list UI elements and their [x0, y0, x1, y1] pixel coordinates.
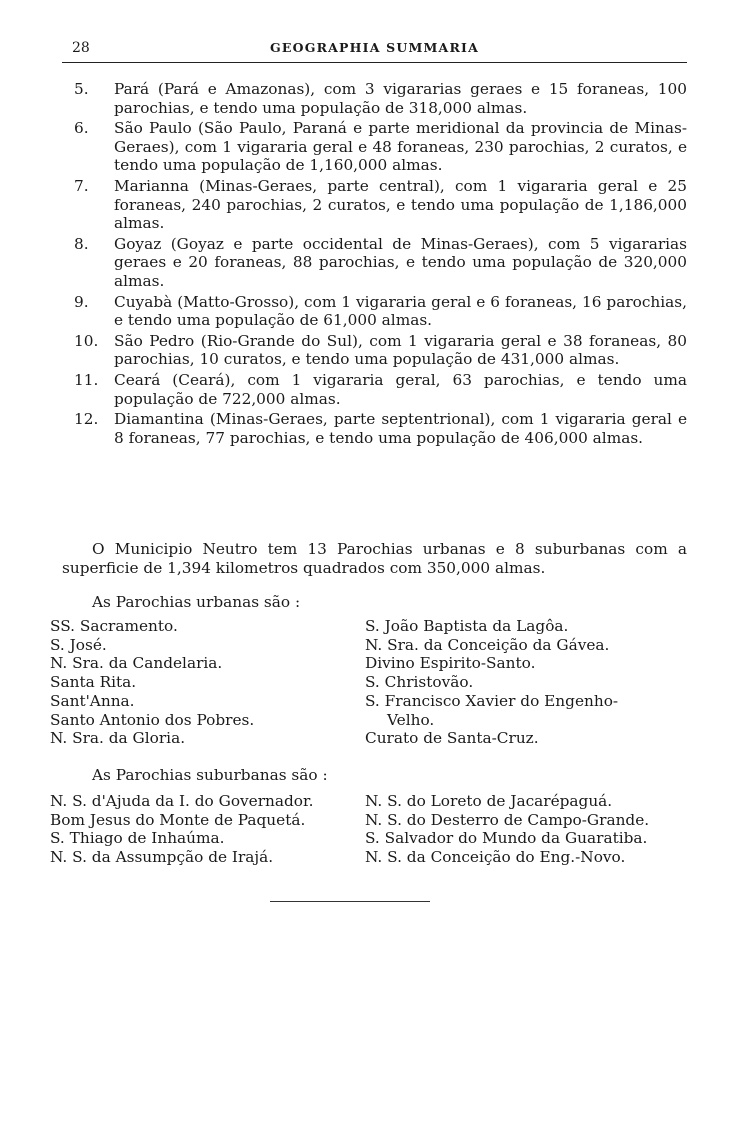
parish-name: N. S. do Desterro de Campo-Grande.	[365, 810, 650, 829]
urbanas-right-column	[365, 617, 690, 748]
parish-name: Velho.	[387, 710, 435, 729]
parish-name: Santo Antonio dos Pobres.	[50, 710, 255, 729]
parish-name: Sant'Anna.	[50, 691, 135, 710]
parish-name: S. Francisco Xavier do Engenho-	[365, 691, 619, 710]
parish-name: Divino Espirito-Santo.	[365, 654, 536, 673]
item-text: Diamantina (Minas-Geraes, parte septentrional), com 1 vigararia geral e 8 foraneas, 77 parochias, e tendo uma população de 406,000 almas.	[114, 410, 687, 447]
suburbanas-left-column	[50, 792, 360, 867]
suburbanas-right-column	[365, 792, 690, 867]
parish-name: S. Christovão.	[365, 673, 474, 692]
page-header	[62, 40, 687, 60]
urbanas-left-column	[50, 617, 350, 748]
parish-name: N. S. da Assumpção de Irajá.	[50, 848, 274, 867]
diocese-list	[62, 80, 687, 449]
parish-name: N. Sra. da Gloria.	[50, 729, 186, 748]
urbanas-intro: As Parochias urbanas são :	[92, 593, 301, 611]
parish-name: N. Sra. da Conceição da Gávea.	[365, 635, 610, 654]
parish-name: S. Salvador do Mundo da Guaratiba.	[365, 829, 648, 848]
diocese-item	[62, 410, 687, 447]
parish-name: S. Thiago de Inhaúma.	[50, 829, 225, 848]
item-number: 6.	[74, 119, 89, 138]
running-title: GEOGRAPHIA SUMMARIA	[270, 40, 479, 55]
header-rule	[62, 62, 687, 63]
urbanas-list	[50, 617, 690, 752]
diocese-item	[62, 332, 687, 369]
item-number: 7.	[74, 176, 89, 195]
parish-name: Curato de Santa-Cruz.	[365, 729, 539, 748]
item-number: 8.	[74, 234, 89, 253]
item-text: Cuyabà (Matto-Grosso), com 1 vigararia geral e 6 foraneas, 16 parochias, e tendo uma população de 61,000 almas.	[114, 292, 687, 330]
page-number: 28	[72, 40, 90, 56]
diocese-item	[62, 235, 687, 291]
item-number: 9.	[74, 292, 89, 311]
diocese-item	[62, 80, 687, 117]
end-rule	[270, 901, 430, 902]
item-number: 10.	[74, 331, 99, 350]
item-text: Ceará (Ceará), com 1 vigararia geral, 63 parochias, e tendo uma população de 722,000 almas.	[114, 370, 687, 408]
item-text: Marianna (Minas-Geraes, parte central), com 1 vigararia geral e 25 foraneas, 240 parochias, 2 curatos, e tendo uma população de 1,186,000 almas.	[114, 176, 687, 233]
item-text: São Paulo (São Paulo, Paraná e parte meridional da provincia de Minas-Geraes), com 1 vigararia geral e 48 foraneas, 230 parochias, 2 curatos, e tendo uma população de 1,160,000 almas.	[114, 119, 687, 175]
diocese-item	[62, 371, 687, 408]
parish-name: N. S. do Loreto de Jacarépaguá.	[365, 792, 613, 810]
parish-name: S. José.	[50, 635, 107, 654]
parish-name: N. Sra. da Candelaria.	[50, 654, 223, 673]
parish-name: N. S. da Conceição do Eng.-Novo.	[365, 848, 626, 867]
item-number: 5.	[74, 80, 89, 98]
suburbanas-list	[50, 792, 690, 872]
suburbanas-intro: As Parochias suburbanas são :	[92, 766, 328, 784]
diocese-item	[62, 177, 687, 233]
diocese-item	[62, 293, 687, 330]
item-text: Pará (Pará e Amazonas), com 3 vigararias geraes e 15 foraneas, 100 parochias, e tendo uma população de 318,000 almas.	[114, 80, 687, 117]
municipio-paragraph: O Municipio Neutro tem 13 Parochias urbanas e 8 suburbanas com a superficie de 1,394 kilometros quadrados com 350,000 almas.	[62, 540, 687, 577]
diocese-item	[62, 119, 687, 175]
item-text: São Pedro (Rio-Grande do Sul), com 1 vigararia geral e 38 foraneas, 80 parochias, 10 curatos, e tendo uma população de 431,000 almas.	[114, 331, 687, 369]
parish-name: SS. Sacramento.	[50, 617, 178, 635]
parish-name: Bom Jesus do Monte de Paquetá.	[50, 810, 306, 829]
item-number: 12.	[74, 410, 99, 429]
item-number: 11.	[74, 370, 99, 389]
parish-name: N. S. d'Ajuda da I. do Governador.	[50, 792, 314, 810]
parish-name: Santa Rita.	[50, 673, 137, 692]
item-text: Goyaz (Goyaz e parte occidental de Minas-Geraes), com 5 vigararias geraes e 20 foraneas, 88 parochias, e tendo uma população de 320,000 almas.	[114, 234, 687, 290]
parish-name: S. João Baptista da Lagôa.	[365, 617, 569, 635]
